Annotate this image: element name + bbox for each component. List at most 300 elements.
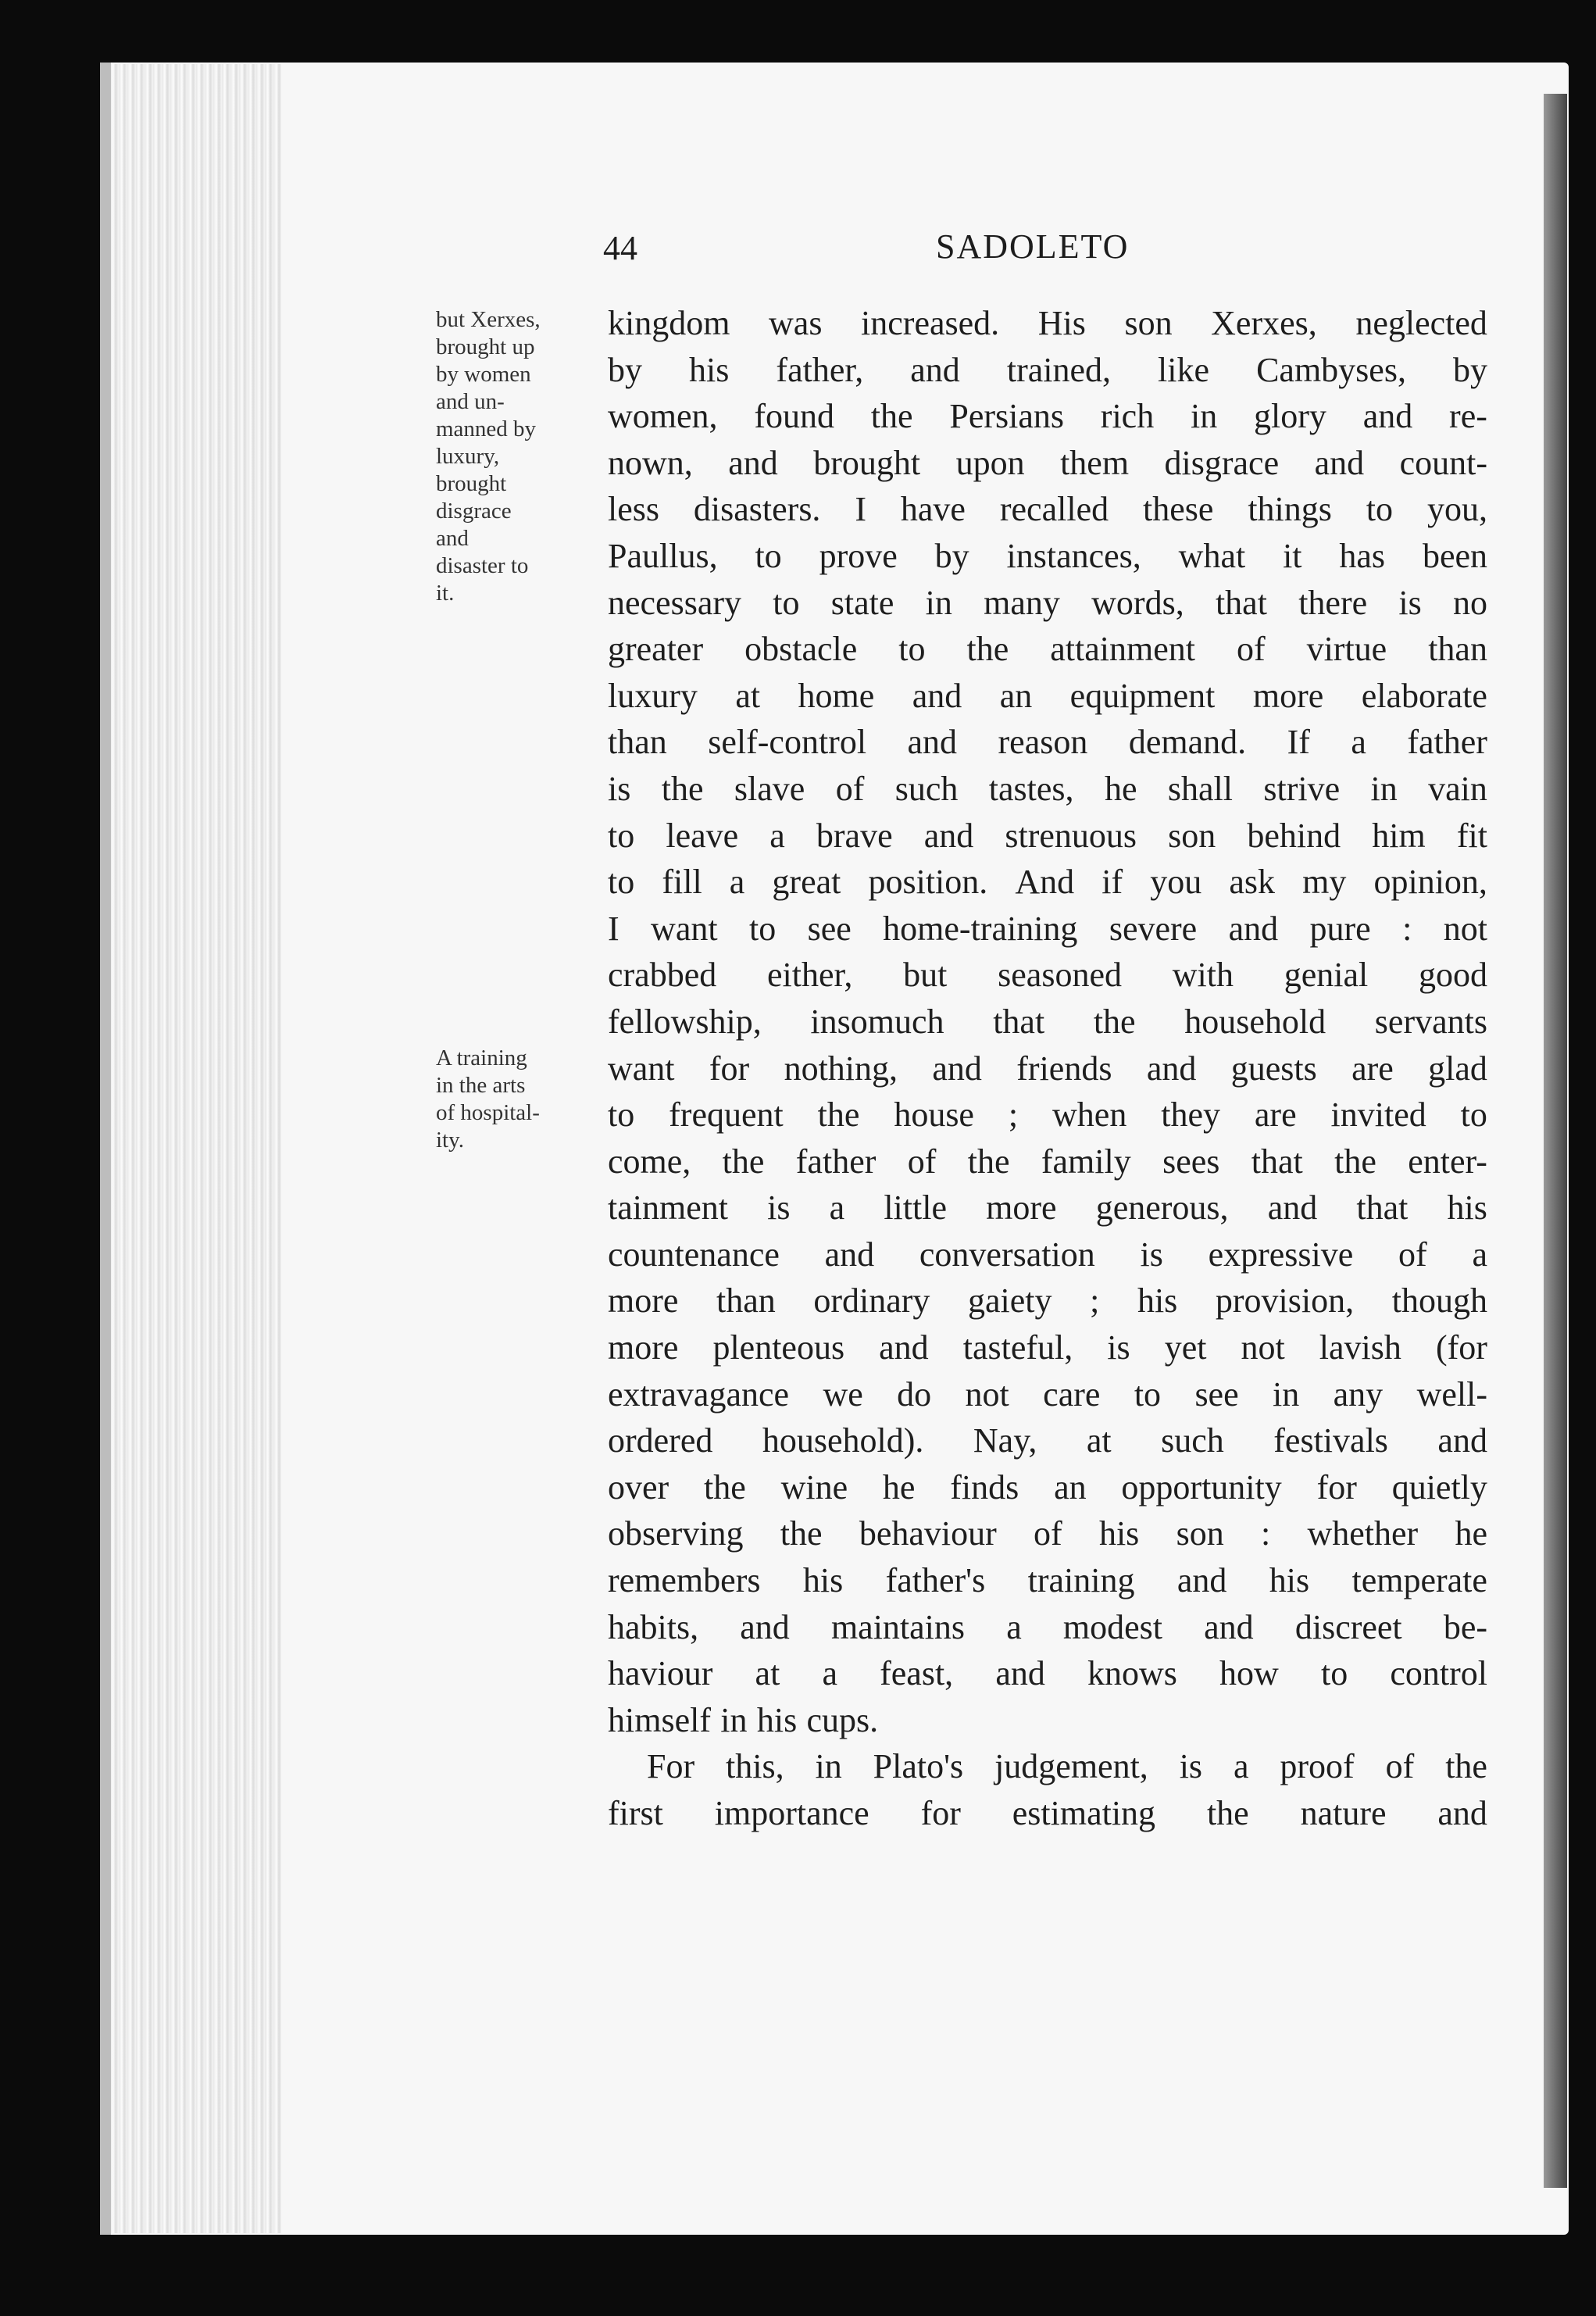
- word: fill: [662, 863, 702, 902]
- text-line: [608, 486, 1487, 533]
- word: brave: [816, 816, 893, 855]
- word: at: [1086, 1421, 1112, 1460]
- word: if: [1101, 863, 1123, 902]
- word: in: [1191, 397, 1218, 436]
- word: see: [807, 909, 852, 948]
- word: his: [802, 1561, 844, 1600]
- word: in: [815, 1747, 842, 1786]
- word: a: [769, 816, 785, 855]
- word: and: [1437, 1421, 1487, 1460]
- word: things: [1248, 490, 1332, 529]
- word: his: [1447, 1188, 1487, 1228]
- word: virtue: [1306, 630, 1387, 669]
- word: tainment: [608, 1188, 728, 1228]
- page-binding-shadow: [100, 63, 111, 2235]
- word: neglected: [1355, 304, 1487, 342]
- word: and: [932, 1049, 982, 1088]
- word: and: [728, 443, 778, 482]
- word: wine: [780, 1467, 848, 1506]
- word: trained,: [1006, 350, 1112, 389]
- word: proof: [1280, 1747, 1355, 1786]
- word: luxury: [608, 676, 698, 715]
- word: my: [1302, 863, 1347, 902]
- word: self-control: [708, 723, 867, 762]
- text-line: [608, 1138, 1487, 1185]
- word: of: [1236, 630, 1266, 669]
- word: what: [1178, 536, 1246, 575]
- word: household: [1184, 1002, 1326, 1041]
- word: the: [1445, 1747, 1487, 1786]
- page-edges: [102, 64, 281, 2233]
- word: opportunity: [1121, 1467, 1282, 1506]
- word: yet: [1164, 1328, 1207, 1367]
- margin-note-line: disgrace: [436, 499, 512, 524]
- word: for: [920, 1794, 961, 1832]
- word: his: [689, 350, 730, 389]
- word: for: [709, 1049, 750, 1088]
- margin-note-line: it.: [436, 581, 455, 606]
- word: to: [755, 536, 782, 575]
- word: of: [1034, 1514, 1062, 1553]
- word: countenance: [608, 1235, 780, 1274]
- word: this,: [726, 1747, 784, 1786]
- word: not: [1443, 909, 1487, 948]
- word: want: [651, 909, 718, 948]
- word: father: [795, 1142, 877, 1181]
- word: by: [608, 350, 642, 389]
- word: sees: [1162, 1142, 1220, 1181]
- text-line: [608, 626, 1487, 673]
- word: but: [903, 956, 948, 995]
- word: the: [1093, 1002, 1136, 1041]
- word: I: [608, 909, 619, 948]
- word: glad: [1428, 1049, 1487, 1088]
- text-line: [608, 1743, 1487, 1790]
- word: and: [1267, 1188, 1318, 1228]
- word: glory: [1254, 397, 1326, 436]
- word: and: [910, 350, 960, 389]
- word: opinion,: [1373, 863, 1487, 902]
- word: by: [934, 536, 969, 575]
- word: :: [1402, 909, 1412, 948]
- word: Persians: [949, 397, 1064, 436]
- word: was: [769, 304, 823, 342]
- word: that: [1251, 1142, 1303, 1181]
- text-line: [608, 952, 1487, 999]
- word: judgement,: [994, 1747, 1148, 1786]
- word: at: [755, 1654, 780, 1693]
- word: nothing,: [784, 1049, 898, 1088]
- word: no: [1452, 583, 1487, 622]
- word: is: [1179, 1747, 1203, 1786]
- word: women,: [608, 397, 718, 436]
- text-line: [608, 859, 1487, 906]
- word: at: [735, 676, 761, 715]
- word: more: [1252, 676, 1324, 715]
- word: any: [1333, 1374, 1384, 1414]
- word: home: [798, 676, 875, 715]
- word: words,: [1091, 583, 1184, 622]
- word: by: [1452, 350, 1487, 389]
- body-text: [608, 300, 1487, 1837]
- word: come,: [608, 1142, 691, 1181]
- word: slave: [734, 769, 805, 808]
- word: great: [772, 863, 841, 902]
- word: and: [740, 1607, 790, 1646]
- word: a: [829, 1188, 845, 1228]
- margin-note-line: in the arts: [436, 1073, 526, 1098]
- word: strive: [1263, 769, 1341, 808]
- word: provision,: [1215, 1281, 1355, 1321]
- word: recalled: [999, 490, 1109, 529]
- word: in: [720, 1700, 748, 1739]
- word: maintains: [830, 1607, 966, 1646]
- word: generous,: [1095, 1188, 1229, 1228]
- word: and: [1228, 909, 1279, 948]
- word: his: [1098, 1514, 1140, 1553]
- word: and: [824, 1235, 875, 1274]
- word: temperate: [1351, 1561, 1487, 1600]
- word: the: [870, 397, 913, 436]
- word: discreet: [1294, 1607, 1402, 1646]
- word: and: [1362, 397, 1413, 436]
- text-line: [608, 1231, 1487, 1278]
- text-line: [608, 906, 1487, 952]
- word: you,: [1426, 490, 1487, 529]
- word: ;: [1090, 1281, 1100, 1321]
- word: and: [1437, 1794, 1487, 1832]
- word: how: [1219, 1654, 1279, 1693]
- word: and: [1146, 1049, 1197, 1088]
- word: these: [1143, 490, 1214, 529]
- word: to: [1320, 1654, 1348, 1693]
- word: shall: [1167, 769, 1233, 808]
- word: attainment: [1050, 630, 1195, 669]
- word: well-: [1416, 1374, 1487, 1414]
- word: the: [967, 1142, 1010, 1181]
- word: disasters.: [693, 490, 821, 529]
- word: that: [1356, 1188, 1409, 1228]
- word: in: [925, 583, 952, 622]
- word: upon: [955, 443, 1025, 482]
- margin-note-line: but Xerxes,: [436, 307, 541, 332]
- text-line: [608, 1697, 1487, 1744]
- word: I: [855, 490, 866, 529]
- margin-note-line: brought up: [436, 334, 535, 359]
- word: in: [1370, 769, 1398, 808]
- word: Plato's: [873, 1747, 964, 1786]
- word: than: [716, 1281, 776, 1321]
- margin-note-line: and un-: [436, 389, 505, 414]
- word: estimating: [1012, 1794, 1156, 1832]
- text-line: [608, 580, 1487, 627]
- word: son: [1124, 304, 1173, 342]
- word: and: [1204, 1607, 1254, 1646]
- word: remembers: [608, 1561, 761, 1600]
- word: the: [661, 769, 704, 808]
- margin-note-line: and: [436, 526, 469, 551]
- text-line: [608, 1278, 1487, 1324]
- word: disgrace: [1164, 443, 1280, 482]
- word: plenteous: [712, 1328, 845, 1367]
- word: more: [608, 1281, 679, 1321]
- word: a: [1006, 1607, 1022, 1646]
- book-right-edge: [1544, 94, 1567, 2188]
- text-line: [608, 1324, 1487, 1371]
- word: and: [907, 723, 958, 762]
- word: his: [1269, 1561, 1310, 1600]
- word: position.: [868, 863, 988, 902]
- word: necessary: [608, 583, 742, 622]
- text-line: [608, 999, 1487, 1045]
- word: nature: [1300, 1794, 1387, 1832]
- word: to: [608, 863, 635, 902]
- word: invited: [1330, 1095, 1426, 1135]
- word: increased.: [861, 304, 1000, 342]
- word: many: [984, 583, 1060, 622]
- word: enter-: [1408, 1142, 1487, 1181]
- word: greater: [608, 630, 704, 669]
- word: he: [1104, 769, 1137, 808]
- word: his: [756, 1700, 798, 1739]
- word: a: [1351, 723, 1366, 762]
- word: you: [1150, 863, 1202, 902]
- text-line: [608, 393, 1487, 440]
- word: father's: [885, 1561, 986, 1600]
- word: to: [748, 909, 777, 948]
- word: training: [1027, 1561, 1135, 1600]
- word: prove: [819, 536, 898, 575]
- text-line: [608, 440, 1487, 487]
- word: equipment: [1069, 676, 1216, 715]
- margin-note: [436, 306, 600, 607]
- word: house: [894, 1095, 974, 1135]
- word: family: [1041, 1142, 1131, 1181]
- word: the: [1206, 1794, 1249, 1832]
- word: Nay,: [973, 1421, 1037, 1460]
- word: to: [773, 583, 800, 622]
- word: we: [823, 1374, 863, 1414]
- word: himself: [608, 1700, 711, 1739]
- word: to: [608, 816, 635, 855]
- word: ask: [1229, 863, 1276, 902]
- word: lavish: [1319, 1328, 1401, 1367]
- word: a: [1233, 1747, 1249, 1786]
- word: when: [1052, 1095, 1127, 1135]
- word: to: [1366, 490, 1394, 529]
- word: festivals: [1273, 1421, 1388, 1460]
- word: fellowship,: [608, 1002, 762, 1041]
- text-line: [608, 1417, 1487, 1464]
- word: good: [1418, 956, 1487, 995]
- word: modest: [1062, 1607, 1162, 1646]
- word: he: [1455, 1514, 1487, 1553]
- word: behaviour: [859, 1514, 997, 1553]
- word: servants: [1374, 1002, 1487, 1041]
- word: and: [879, 1328, 929, 1367]
- word: son: [1176, 1514, 1224, 1553]
- text-line: [608, 347, 1487, 394]
- word: insomuch: [810, 1002, 944, 1041]
- word: importance: [714, 1794, 869, 1832]
- word: vain: [1428, 769, 1487, 808]
- word: Cambyses,: [1256, 350, 1406, 389]
- word: conversation: [919, 1235, 1095, 1274]
- word: an: [999, 676, 1033, 715]
- text-line: [608, 766, 1487, 813]
- word: it: [1283, 536, 1302, 575]
- margin-note-line: by women: [436, 362, 531, 387]
- margin-note-line: luxury,: [436, 444, 500, 469]
- word: and: [1176, 1561, 1227, 1600]
- word: do: [897, 1374, 932, 1414]
- word: not: [965, 1374, 1009, 1414]
- text-line: [608, 673, 1487, 720]
- word: father,: [776, 350, 864, 389]
- margin-note-line: ity.: [436, 1128, 464, 1153]
- word: feast,: [880, 1654, 954, 1693]
- word: frequent: [669, 1095, 784, 1135]
- word: For: [647, 1747, 695, 1786]
- text-line: [608, 1185, 1487, 1231]
- word: a: [729, 863, 745, 902]
- word: control: [1390, 1654, 1487, 1693]
- word: is: [1398, 583, 1422, 622]
- word: the: [722, 1142, 765, 1181]
- word: a: [822, 1654, 837, 1693]
- word: fit: [1456, 816, 1487, 855]
- word: obstacle: [744, 630, 858, 669]
- word: instances,: [1006, 536, 1141, 575]
- word: not: [1241, 1328, 1285, 1367]
- word: expressive: [1208, 1235, 1354, 1274]
- word: severe: [1109, 909, 1198, 948]
- word: count-: [1399, 443, 1487, 482]
- word: ;: [1008, 1095, 1019, 1135]
- word: rich: [1100, 397, 1155, 436]
- word: guests: [1230, 1049, 1317, 1088]
- word: reason: [998, 723, 1088, 762]
- word: kingdom: [608, 304, 730, 342]
- word: an: [1054, 1467, 1087, 1506]
- word: household).: [762, 1421, 924, 1460]
- margin-note-line: A training: [436, 1045, 527, 1070]
- word: (for: [1435, 1328, 1487, 1367]
- word: state: [830, 583, 894, 622]
- word: a: [1472, 1235, 1487, 1274]
- text-line: [608, 719, 1487, 766]
- text-line: [608, 1045, 1487, 1092]
- word: haviour: [608, 1654, 713, 1693]
- word: the: [780, 1514, 823, 1553]
- word: father: [1407, 723, 1487, 762]
- word: the: [1334, 1142, 1376, 1181]
- word: for: [1316, 1467, 1357, 1506]
- text-line: [608, 813, 1487, 860]
- word: more: [986, 1188, 1057, 1228]
- word: are: [1254, 1095, 1297, 1135]
- word: have: [900, 490, 966, 529]
- word: Xerxes,: [1211, 304, 1317, 342]
- word: of: [1398, 1235, 1427, 1274]
- word: either,: [767, 956, 853, 995]
- word: seasoned: [998, 956, 1122, 995]
- word: first: [608, 1794, 663, 1832]
- word: the: [966, 630, 1009, 669]
- word: :: [1260, 1514, 1271, 1553]
- word: the: [817, 1095, 860, 1135]
- word: than: [1428, 630, 1487, 669]
- word: tastes,: [988, 769, 1074, 808]
- word: little: [884, 1188, 947, 1228]
- text-line: [608, 1557, 1487, 1604]
- word: has: [1339, 536, 1386, 575]
- word: of: [907, 1142, 937, 1181]
- word: the: [704, 1467, 746, 1506]
- word: be-: [1443, 1607, 1487, 1646]
- word: with: [1172, 956, 1234, 995]
- word: care: [1043, 1374, 1101, 1414]
- word: ordered: [608, 1421, 713, 1460]
- word: over: [608, 1467, 669, 1506]
- word: to: [1134, 1374, 1162, 1414]
- margin-note-line: manned by: [436, 416, 537, 441]
- word: cups.: [806, 1700, 879, 1739]
- word: them: [1060, 443, 1130, 482]
- word: than: [608, 723, 667, 762]
- word: His: [1037, 304, 1086, 342]
- word: he: [882, 1467, 916, 1506]
- word: Paullus,: [608, 536, 718, 575]
- word: whether: [1307, 1514, 1419, 1553]
- word: quietly: [1391, 1467, 1487, 1506]
- word: finds: [950, 1467, 1019, 1506]
- word: ordinary: [813, 1281, 930, 1321]
- word: son: [1168, 816, 1216, 855]
- word: crabbed: [608, 956, 717, 995]
- word: strenuous: [1005, 816, 1137, 855]
- text-line: [608, 1790, 1487, 1837]
- word: been: [1422, 536, 1487, 575]
- word: to: [1460, 1095, 1487, 1135]
- word: genial: [1284, 956, 1369, 995]
- word: they: [1161, 1095, 1220, 1135]
- word: are: [1351, 1049, 1394, 1088]
- text-line: [608, 1650, 1487, 1697]
- word: of: [1385, 1747, 1415, 1786]
- word: and: [912, 676, 962, 715]
- word: such: [1161, 1421, 1224, 1460]
- word: tasteful,: [962, 1328, 1073, 1367]
- text-line: [608, 533, 1487, 580]
- word: such: [894, 769, 959, 808]
- margin-note-line: brought: [436, 471, 507, 496]
- word: of: [835, 769, 865, 808]
- word: is: [1140, 1235, 1163, 1274]
- text-line: [608, 1371, 1487, 1418]
- word: is: [767, 1188, 791, 1228]
- word: and: [995, 1654, 1045, 1693]
- word: friends: [1016, 1049, 1112, 1088]
- word: behind: [1247, 816, 1341, 855]
- word: found: [754, 397, 834, 436]
- word: in: [1273, 1374, 1300, 1414]
- word: If: [1287, 723, 1310, 762]
- word: less: [608, 490, 659, 529]
- word: to: [898, 630, 926, 669]
- word: is: [1107, 1328, 1130, 1367]
- word: brought: [813, 443, 921, 482]
